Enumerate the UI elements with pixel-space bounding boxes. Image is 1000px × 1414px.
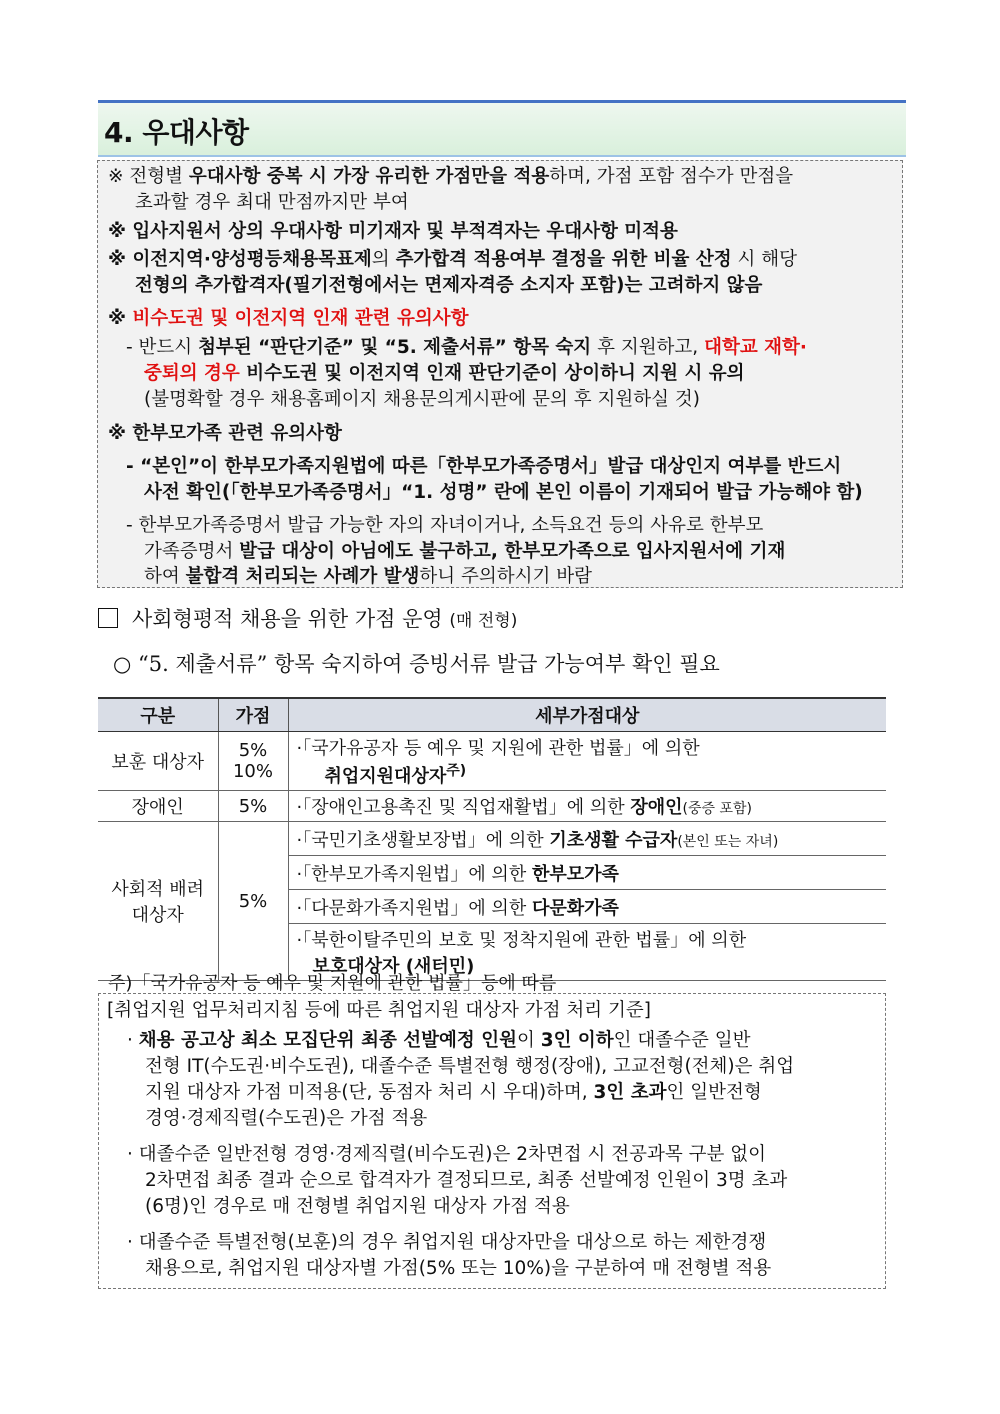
criteria-item2-line1: · 대졸수준 일반전형 경영·경제직렬(비수도권)은 2차면접 시 전공과목 구분 없이 — [127, 1144, 767, 1165]
notice-p5-line3: - 한부모가족증명서 발급 가능한 자의 자녀이거나, 소득요건 등의 사유로 한부모 — [126, 515, 764, 536]
notice-p1-line1: ※ 전형별 우대사항 중복 시 가장 유리한 가점만을 적용하며, 가점 포함 점수가 만점을 — [108, 166, 794, 187]
rate-cell: 5% 10% — [218, 732, 288, 791]
criteria-item1-line1: · 채용 공고상 최소 모집단위 최종 선발예정 인원이 3인 이하인 대졸수준 일반 — [127, 1030, 751, 1051]
notice-p2: ※ 입사지원서 상의 우대사항 미기재자 및 부적격자는 우대사항 미적용 — [108, 221, 678, 242]
checkbox-square-icon — [98, 608, 118, 628]
bonus-table — [98, 697, 886, 981]
detail-cell: ·「국가유공자 등 예우 및 지원에 관한 법률」에 의한 취업지원대상자$^{주)}$ — [288, 732, 886, 791]
notice-p4-line1: - 반드시 첨부된 “판단기준” 및 “5. 제출서류” 항목 숙지 후 지원하고, 대학교 재학· — [126, 337, 807, 358]
criteria-item3-line2: 채용으로, 취업지원 대상자별 가점(5% 또는 10%)을 구분하여 매 전형별 적용 — [145, 1258, 772, 1279]
criteria-item1-line2: 전형 IT(수도권·비수도권), 대졸수준 특별전형 행정(장애), 고교전형(전체)은 취업 — [145, 1056, 795, 1077]
detail-cell: ·「장애인고용촉진 및 직업재활법」에 의한 장애인(중증 포함) — [288, 791, 886, 822]
notice-p5-line5: 하여 불합격 처리되는 사례가 발생하니 주의하시기 바람 — [144, 566, 593, 587]
category-cell: 보훈 대상자 — [98, 732, 218, 791]
criteria-title: [취업지원 업무처리지침 등에 따른 취업지원 대상자 가점 처리 기준] — [107, 1000, 651, 1021]
criteria-item2-line2: 2차면접 최종 결과 순으로 합격자가 결정되므로, 최종 선발예정 인원이 3명 초과 — [145, 1170, 788, 1191]
box-heading: 사회형평적 채용을 위한 가점 운영 (매 전형) — [98, 603, 517, 633]
notice-box — [97, 160, 903, 588]
notice-p5-line1: - “본인”이 한부모가족지원법에 따른「한부모가족증명서」발급 대상인지 여부를 반드시 — [126, 456, 842, 477]
table-row — [98, 791, 886, 822]
detail-cell: ·「북한이탈주민의 보호 및 정착지원에 관한 법률」에 의한 보호대상자 (새터민) — [288, 924, 886, 981]
col-header-rate: 가점 — [218, 698, 288, 732]
col-header-detail: 세부가점대상 — [288, 698, 886, 732]
notice-p4-line2: 중퇴의 경우 비수도권 및 이전지역 인재 판단기준이 상이하니 지원 시 유의 — [144, 363, 745, 384]
category-cell: 사회적 배려 대상자 — [98, 822, 218, 981]
notice-p4-title: ※ 비수도권 및 이전지역 인재 관련 유의사항 — [108, 308, 469, 329]
table-row — [98, 732, 886, 791]
section-header — [98, 100, 906, 157]
criteria-item3-line1: · 대졸수준 특별전형(보훈)의 경우 취업지원 대상자만을 대상으로 하는 제한경쟁 — [127, 1232, 767, 1253]
notice-p4-line3: (불명확할 경우 채용홈페이지 채용문의게시판에 문의 후 지원하실 것) — [144, 389, 700, 410]
category-cell: 장애인 — [98, 791, 218, 822]
section-title: 4. 우대사항 — [104, 116, 249, 149]
rate-cell: 5% — [218, 791, 288, 822]
notice-p5-title: ※ 한부모가족 관련 유의사항 — [108, 423, 342, 444]
criteria-box — [98, 993, 886, 1289]
col-header-category: 구분 — [98, 698, 218, 732]
criteria-item1-line4: 경영·경제직렬(수도권)은 가점 적용 — [145, 1108, 428, 1129]
notice-p5-line2: 사전 확인(「한부모가족증명서」“1. 성명” 란에 본인 이름이 기재되어 발급 가능해야 함) — [144, 482, 863, 503]
circle-bullet-line: ○ “5. 제출서류” 항목 숙지하여 증빙서류 발급 가능여부 확인 필요 — [113, 652, 720, 676]
detail-cell: ·「국민기초생활보장법」에 의한 기초생활 수급자(본인 또는 자녀) — [288, 822, 886, 856]
notice-p3-line1: ※ 이전지역·양성평등채용목표제의 추가합격 적용여부 결정을 위한 비율 산정 시 해당 — [108, 249, 797, 270]
notice-p5-line4: 가족증명서 발급 대상이 아님에도 불구하고, 한부모가족으로 입사지원서에 기재 — [144, 541, 786, 562]
detail-cell: ·「다문화가족지원법」에 의한 다문화가족 — [288, 890, 886, 924]
criteria-item1-line3: 지원 대상자 가점 미적용(단, 동점자 처리 시 우대)하며, 3인 초과인 일반전형 — [145, 1082, 762, 1103]
table-footnote: 주)「국가유공자 등 예우 및 지원에 관한 법률」등에 따름 — [108, 973, 557, 994]
criteria-item2-line3: (6명)인 경우로 매 전형별 취업지원 대상자 가점 적용 — [145, 1196, 570, 1217]
rate-cell: 5% — [218, 822, 288, 981]
detail-cell: ·「한부모가족지원법」에 의한 한부모가족 — [288, 856, 886, 890]
notice-p3-line2: 전형의 추가합격자(필기전형에서는 면제자격증 소지자 포함)는 고려하지 않음 — [135, 275, 763, 296]
table-row — [98, 822, 886, 856]
notice-p1-line2: 초과할 경우 최대 만점까지만 부여 — [135, 192, 409, 213]
